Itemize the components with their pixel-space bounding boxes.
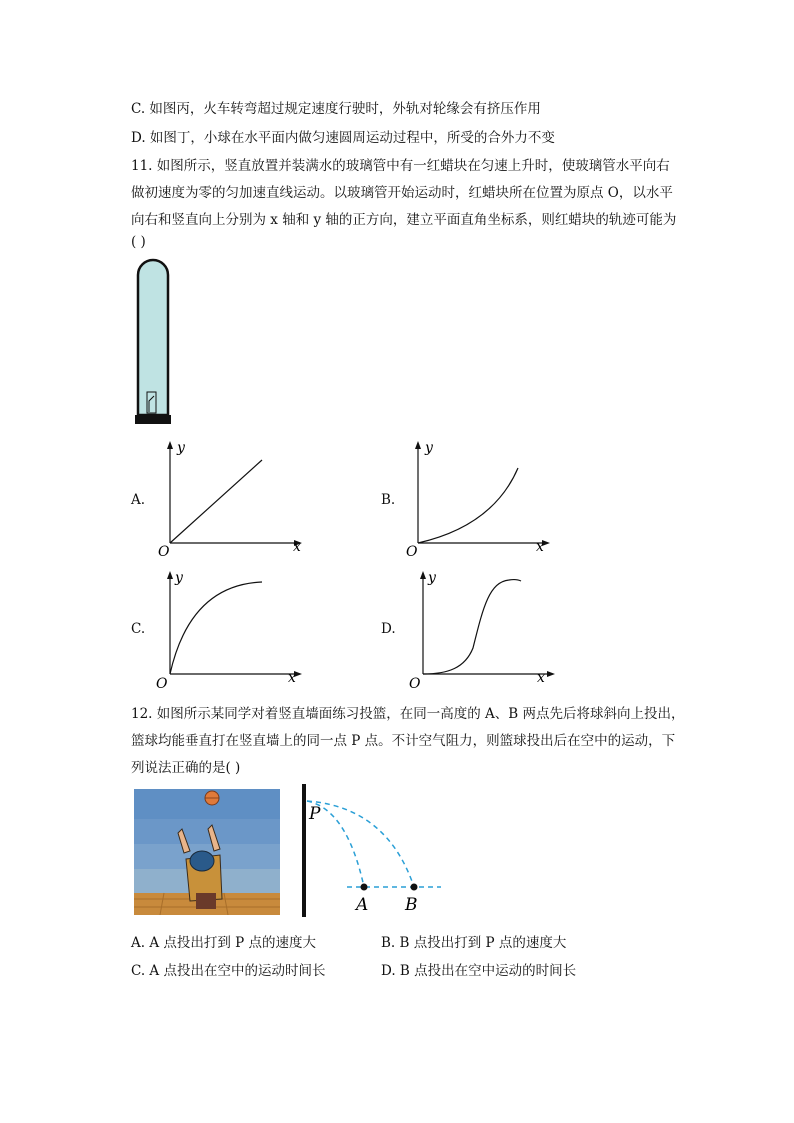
axis-x-label: x — [288, 670, 296, 686]
origin-label: O — [158, 544, 170, 558]
q11-option-d-label: D. — [381, 621, 396, 637]
glass-tube-figure — [130, 255, 180, 430]
q12-option-b: B. B 点投出打到 P 点的速度大 — [381, 935, 567, 951]
axis-y-label: y — [425, 440, 433, 456]
q11-stem-line4: ( ) — [131, 234, 146, 250]
axis-y-label: y — [175, 570, 183, 586]
point-p-label: P — [309, 804, 321, 824]
q12-stem-line1: 12. 如图所示某同学对着竖直墙面练习投篮，在同一高度的 A、B 两点先后将球斜向上投出， — [131, 706, 685, 722]
q11-stem-line2: 做初速度为零的匀加速直线运动。以玻璃管开始运动时，红蜡块所在位置为原点 O，以水平 — [131, 185, 673, 201]
axis-x-label: x — [293, 539, 301, 555]
q11-graph-a — [150, 438, 310, 558]
q12-option-d: D. B 点投出在空中运动的时间长 — [381, 963, 577, 979]
axis-x-label: x — [536, 539, 544, 555]
axis-y-label: y — [177, 440, 185, 456]
q11-graph-d — [403, 568, 563, 690]
point-a-label: A — [356, 895, 369, 915]
origin-label: O — [406, 544, 418, 558]
q12-stem-line2: 篮球均能垂直打在竖直墙上的同一点 P 点。不计空气阻力，则篮球投出后在空中的运动，下 — [131, 733, 676, 749]
q12-option-a: A. A 点投出打到 P 点的速度大 — [131, 935, 317, 951]
q12-stem-line3: 列说法正确的是( ) — [131, 760, 241, 776]
basketball-player-illustration — [134, 789, 280, 915]
axis-y-label: y — [428, 570, 436, 586]
wall-trajectory-diagram — [295, 783, 455, 918]
q11-option-b-label: B. — [381, 492, 396, 508]
q11-option-a-label: A. — [131, 492, 146, 508]
q10-option-c: C. 如图丙，火车转弯超过规定速度行驶时，外轨对轮缘会有挤压作用 — [131, 101, 541, 117]
axis-x-label: x — [537, 670, 545, 686]
origin-label: O — [409, 676, 421, 690]
q11-graph-c — [150, 568, 310, 690]
q11-graph-b — [398, 438, 558, 558]
origin-label: O — [156, 676, 168, 690]
q11-option-c-label: C. — [131, 621, 146, 637]
q11-stem-line3: 向右和竖直向上分别为 x 轴和 y 轴的正方向，建立平面直角坐标系，则红蜡块的轨迹可能为 — [131, 212, 677, 228]
point-b-label: B — [405, 895, 418, 915]
q11-stem-line1: 11. 如图所示，竖直放置并装满水的玻璃管中有一红蜡块在匀速上升时，使玻璃管水平向右 — [131, 158, 670, 174]
q12-option-c: C. A 点投出在空中的运动时间长 — [131, 963, 326, 979]
q10-option-d: D. 如图丁，小球在水平面内做匀速圆周运动过程中，所受的合外力不变 — [131, 130, 555, 146]
